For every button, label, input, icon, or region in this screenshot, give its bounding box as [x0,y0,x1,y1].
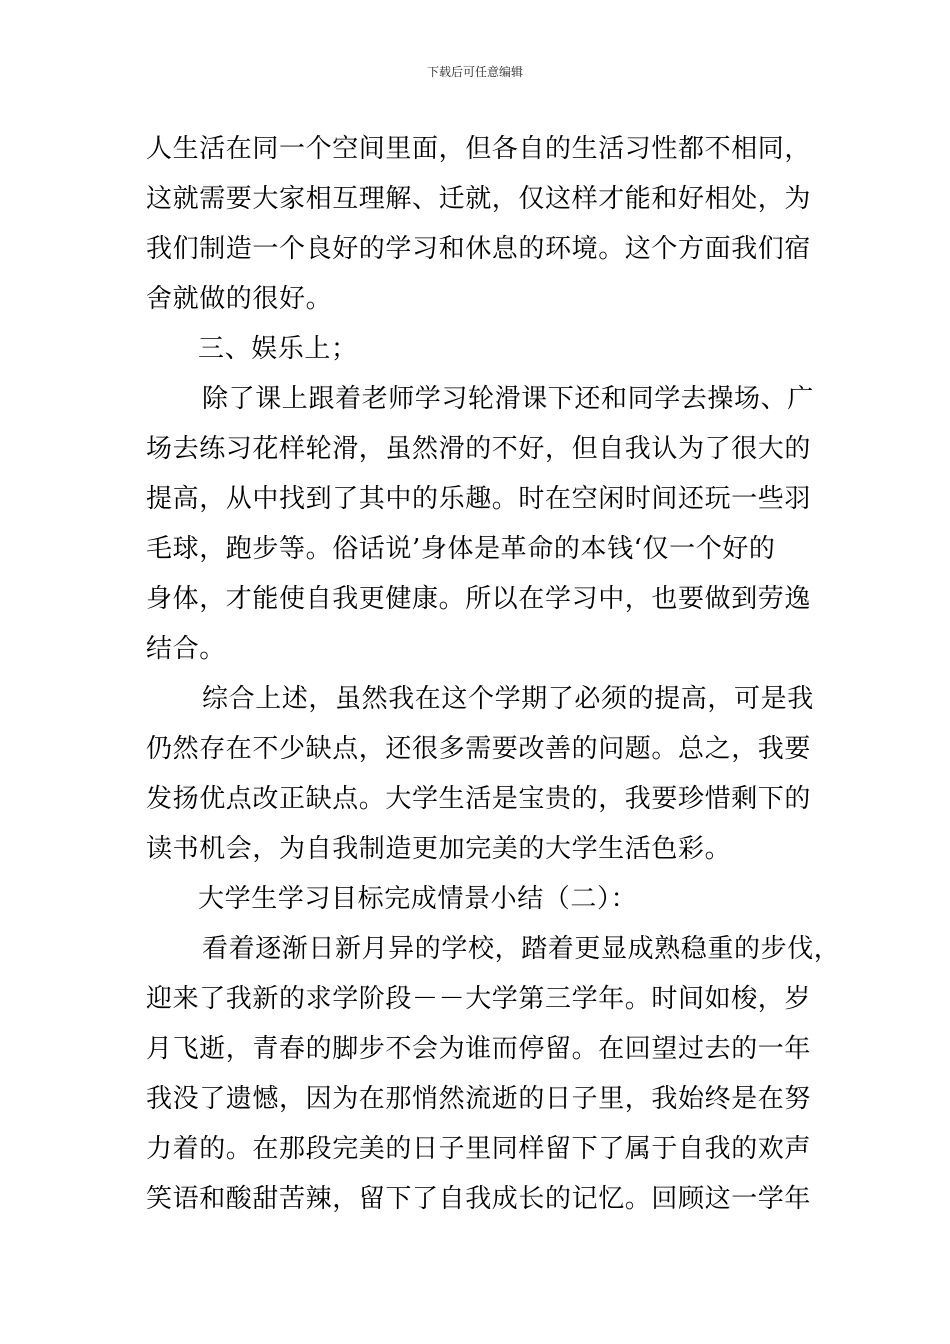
text-line: 仍然存在不少缺点，还很多需要改善的问题。总之，我要 [146,734,812,764]
page-header-note: 下载后可任意编辑 [426,65,523,79]
text-line: 身体，才能使自我更健康。所以在学习中，也要做到劳逸 [146,584,812,614]
text-line: 我们制造一个良好的学习和休息的环境。这个方面我们宿 [146,234,812,264]
text-line: 月飞逝，青春的脚步不会为谁而停留。在回望过去的一年 [146,1034,812,1064]
text-line: 读书机会，为自我制造更加完美的大学生活色彩。 [146,834,732,864]
text-line: 毛球，跑步等。俗话说’身体是革命的本钱‘仅一个好的 [146,534,776,564]
paragraph-start-line: 看着逐渐日新月异的学校，踏着更显成熟稳重的步伐， [202,934,841,964]
section-heading: 大学生学习目标完成情景小结（二）： [198,884,638,914]
text-line: 这就需要大家相互理解、迁就，仅这样才能和好相处，为 [146,184,812,214]
document-body [146,124,841,1224]
text-line: 人生活在同一个空间里面，但各自的生活习性都不相同， [146,134,812,164]
text-line: 迎来了我新的求学阶段－－大学第三学年。时间如梭，岁 [146,984,812,1014]
text-line: 提高，从中找到了其中的乐趣。时在空闲时间还玩一些羽 [146,484,812,514]
text-line: 场去练习花样轮滑，虽然滑的不好，但自我认为了很大的 [146,434,812,464]
text-line: 笑语和酸甜苦辣，留下了自我成长的记忆。回顾这一学年 [146,1184,812,1214]
section-heading: 三、娱乐上； [198,334,358,364]
text-line: 结合。 [146,634,226,664]
paragraph-start-line: 综合上述，虽然我在这个学期了必须的提高，可是我 [202,684,814,714]
text-line: 我没了遗憾，因为在那悄然流逝的日子里，我始终是在努 [146,1084,812,1114]
text-line: 舍就做的很好。 [146,284,333,314]
paragraph-start-line: 除了课上跟着老师学习轮滑课下还和同学去操场、广 [202,384,814,414]
text-line: 力着的。在那段完美的日子里同样留下了属于自我的欢声 [146,1134,812,1164]
text-line: 发扬优点改正缺点。大学生活是宝贵的，我要珍惜剩下的 [146,784,812,814]
